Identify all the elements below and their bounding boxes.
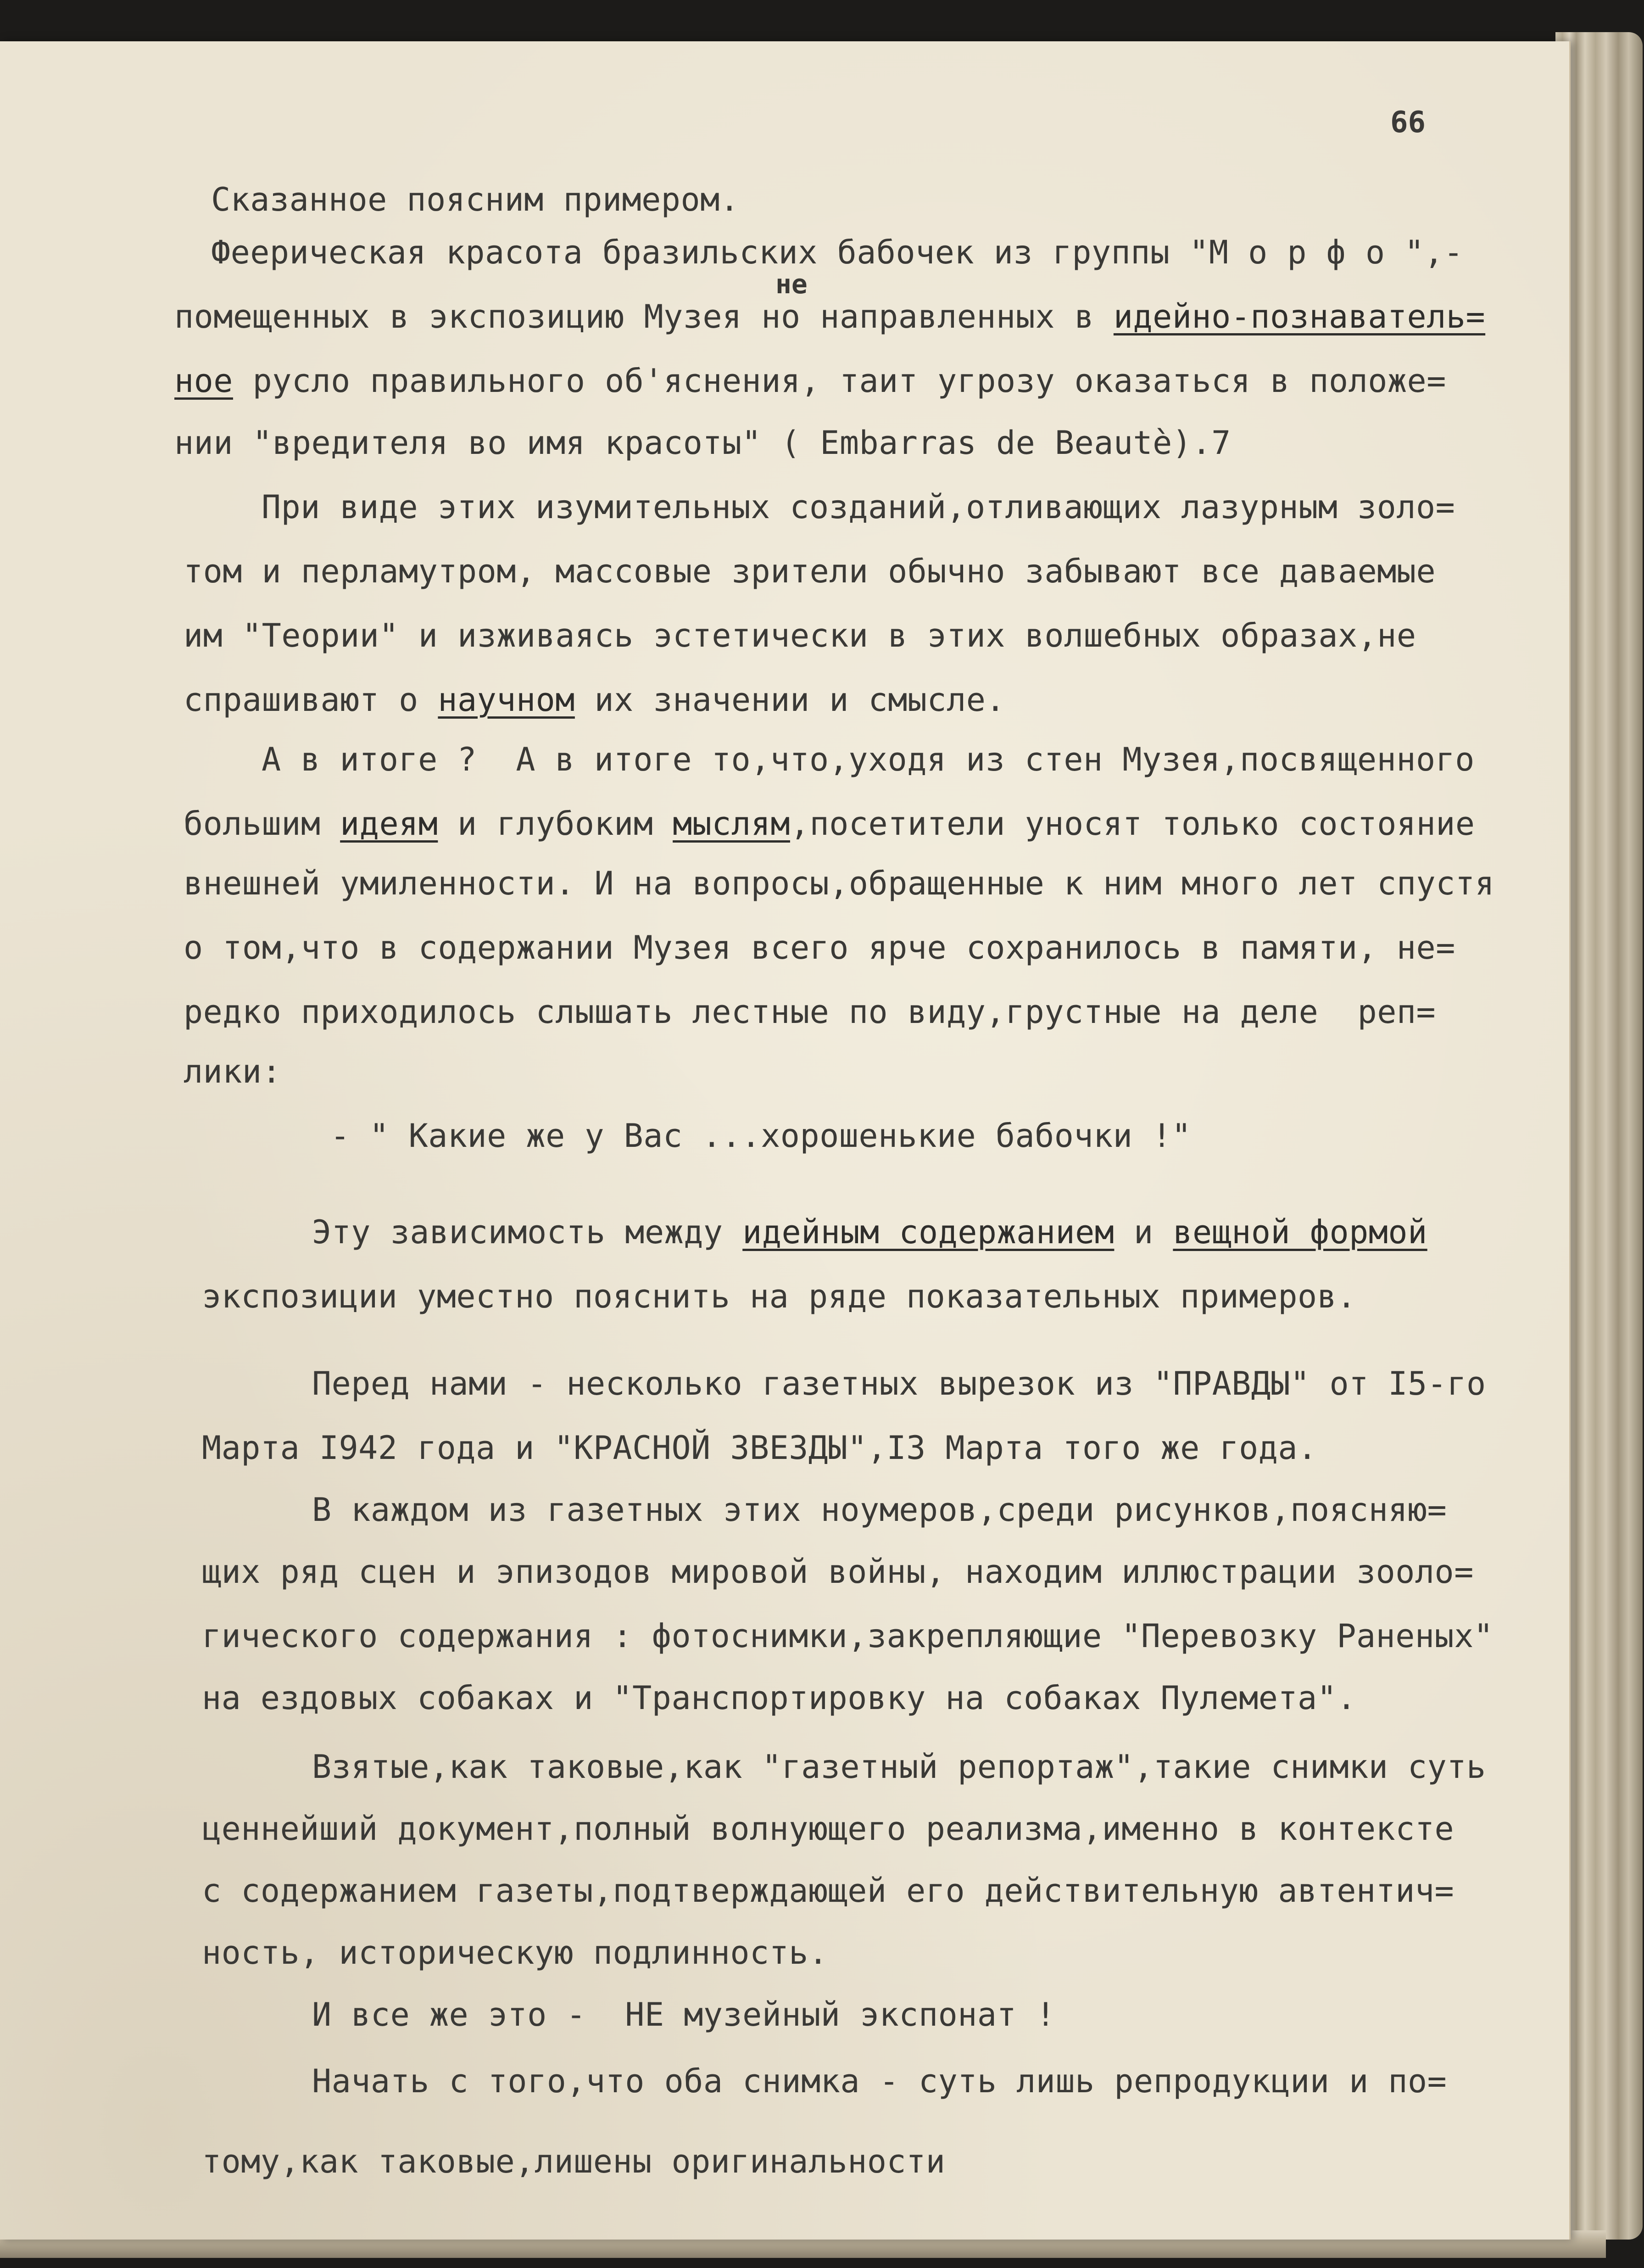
text-line [174, 360, 1446, 402]
text-segment: Феерическая красота бразильских бабочек из группы "М о р ф о ",- [211, 234, 1464, 271]
text-line [202, 1551, 1474, 1592]
text-segment: на ездовых собаках и "Транспортировку на собаках Пулемета". [202, 1679, 1356, 1717]
text-segment: И все же это - НЕ музейный экспонат ! [312, 1996, 1056, 2033]
text-line [184, 679, 1005, 721]
text-line [184, 863, 1494, 904]
text-segment: лики: [184, 1053, 282, 1090]
text-line [262, 486, 1455, 528]
text-line [330, 1115, 1191, 1156]
underlined-phrase: идеям [340, 805, 438, 843]
text-line [312, 1994, 1055, 2035]
text-segment: Перед нами - несколько газетных вырезок из "ПРАВДЫ" от I5-го [312, 1365, 1486, 1402]
text-line [312, 1746, 1486, 1788]
text-line [312, 1363, 1486, 1404]
text-line [184, 927, 1455, 968]
text-segment: Эту зависимость между [312, 1213, 743, 1251]
text-line [184, 803, 1475, 844]
underlined-phrase: мыслям [673, 805, 790, 843]
text-segment: редко приходилось слышать лестные по виду,грустные на деле реп= [184, 993, 1436, 1031]
text-segment: ценнейший документ,полный волнующего реализма,именно в контексте [202, 1810, 1455, 1848]
text-line [202, 1808, 1454, 1849]
text-line [202, 1276, 1356, 1317]
text-segment: ,посетители уносят только состояние [790, 805, 1475, 843]
text-segment: им "Теории" и изживаясь эстетически в этих волшебных образах,не [184, 617, 1416, 654]
text-segment: том и перламутром, массовые зрители обычно забывают все даваемые [184, 553, 1436, 590]
text-segment: их значении и смысле. [574, 681, 1006, 719]
text-segment: В каждом из газетных этих ноумеров,среди рисунков,поясняю= [312, 1491, 1447, 1529]
text-segment: большим [184, 805, 340, 843]
text-segment: А в итоге ? А в итоге то,что,уходя из стен Музея,посвященного [262, 741, 1475, 778]
text-line [312, 1489, 1447, 1531]
text-line [312, 1212, 1427, 1253]
text-line [202, 1932, 828, 1973]
text-line [202, 1427, 1317, 1469]
text-segment: и [1114, 1213, 1173, 1251]
text-segment: с содержанием газеты,подтверждающей его действительную автентич= [202, 1872, 1455, 1910]
underlined-phrase: ное [174, 362, 233, 400]
text-line [184, 991, 1436, 1033]
text-segment: - " Какие же у Вас ...хорошенькие бабочки !" [330, 1117, 1192, 1155]
underlined-phrase: научном [438, 681, 575, 719]
text-line [184, 1051, 281, 1092]
text-segment: гического содержания : фотоснимки,закрепляющие "Перевозку Раненых" [202, 1617, 1494, 1655]
underlined-phrase: идейно-познаватель= [1113, 298, 1486, 335]
text-line [211, 232, 1463, 273]
text-line [202, 1870, 1454, 1911]
text-segment: щих ряд сцен и эпизодов мировой войны, находим иллюстрации зооло= [202, 1553, 1474, 1591]
text-segment: помещенных в экспозицию Музея но направленных в [174, 298, 1114, 335]
underlined-phrase: вещной формой [1173, 1213, 1427, 1251]
text-line [184, 551, 1436, 592]
text-line [202, 1677, 1356, 1719]
text-line [211, 179, 739, 220]
text-segment: спрашивают о [184, 681, 438, 719]
text-line [262, 739, 1475, 780]
page-number: 66 [1390, 106, 1426, 140]
text-line [202, 1615, 1493, 1657]
text-line [174, 296, 1485, 337]
text-segment: нии "вредителя во имя красоты" ( Embarras de Beautè).7 [174, 424, 1231, 462]
text-segment: русло правильного об'яснения, таит угрозу оказаться в положе= [233, 362, 1446, 400]
text-segment: Начать с того,что оба снимка - суть лишь репродукции и по= [312, 2062, 1447, 2100]
underlined-phrase: идейным содержанием [742, 1213, 1115, 1251]
text-line [312, 2061, 1447, 2102]
text-segment: Марта I942 года и "КРАСНОЙ ЗВЕЗДЫ",I3 Марта того же года. [202, 1429, 1317, 1467]
text-segment: тому,как таковые,лишены оригинальности [202, 2143, 946, 2180]
text-line [184, 615, 1416, 656]
text-segment: При виде этих изумительных созданий,отливающих лазурным золо= [262, 488, 1455, 526]
text-segment: ность, историческую подлинность. [202, 1934, 828, 1972]
text-segment: и глубоким [438, 805, 673, 843]
text-segment: Сказанное поясним примером. [211, 181, 740, 218]
text-segment: о том,что в содержании Музея всего ярче сохранилось в памяти, не= [184, 929, 1455, 966]
handwritten-insertion: не [775, 268, 808, 300]
text-segment: экспозиции уместно пояснить на ряде показательных примеров. [202, 1278, 1356, 1315]
text-segment: Взятые,как таковые,как "газетный репортаж",такие снимки суть [312, 1748, 1486, 1786]
text-line [202, 2141, 945, 2182]
text-line [174, 422, 1231, 464]
text-segment: внешней умиленности. И на вопросы,обращенные к ним много лет спустя [184, 865, 1495, 902]
